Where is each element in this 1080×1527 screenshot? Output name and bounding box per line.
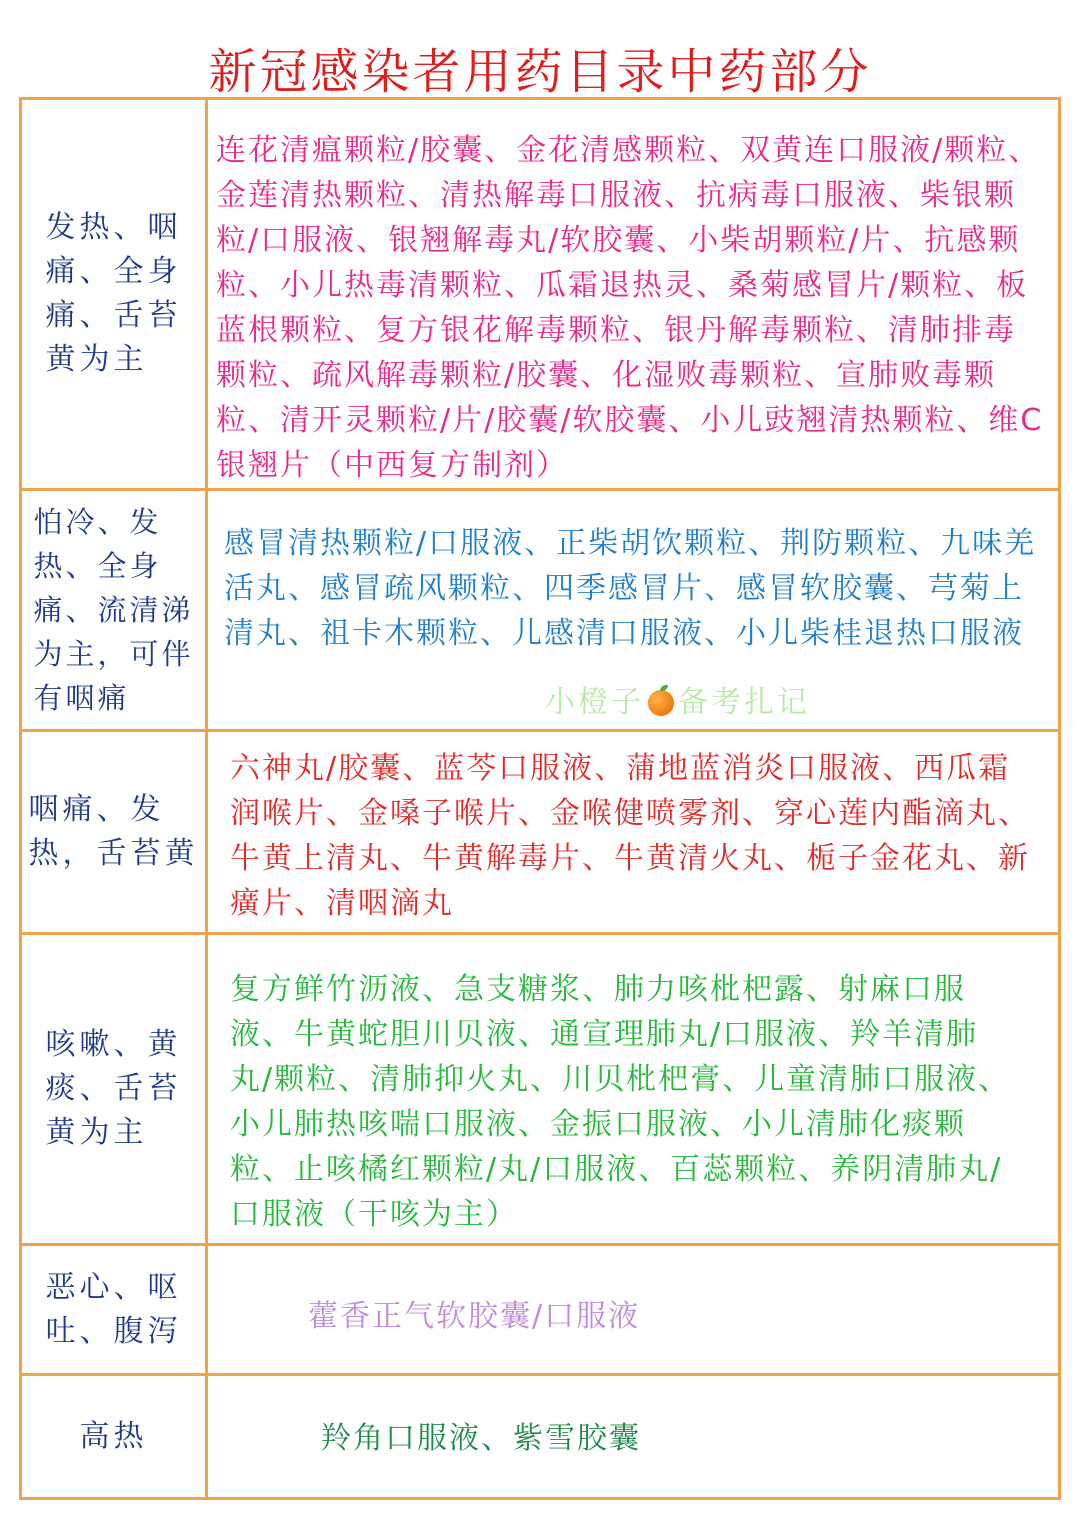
symptom-cell [22, 1246, 208, 1373]
medicine-list-text: 感冒清热颗粒/口服液、正柴胡饮颗粒、荆防颗粒、九味羌活丸、感冒疏风颗粒、四季感冒片、感冒软胶囊、芎菊上清丸、祖卡木颗粒、儿感清口服液、小儿柴桂退热口服液 [224, 526, 1037, 651]
watermark-text: 小橙子 [545, 685, 644, 720]
medicine-list-text: 连花清瘟颗粒/胶囊、金花清感颗粒、双黄连口服液/颗粒、金莲清热颗粒、清热解毒口服液、抗病毒口服液、柴银颗粒/口服液、银翘解毒丸/软胶囊、小柴胡颗粒/片、抗感颗粒、小儿热毒清颗粒、瓜霜退热灵、桑菊感冒片/颗粒、板蓝根颗粒、复方银花解毒颗粒、银丹解毒颗粒、清肺排毒颗粒、疏风解毒颗粒/胶囊、化湿败毒颗粒、宣肺败毒颗粒、清开灵颗粒/片/胶囊/软胶囊、小儿豉翘清热颗粒、维C银翘片（中西复方制剂） [216, 133, 1044, 483]
medicine-table [19, 97, 1061, 1500]
medicine-cell [208, 1246, 1058, 1373]
watermark [545, 683, 810, 723]
table-row [22, 1376, 1058, 1497]
symptom-text: 怕冷、发 热、全身 痛、流清涕 为主，可伴 有咽痛 [33, 505, 194, 715]
medicine-cell [208, 100, 1058, 488]
page-title: 新冠感染者用药目录中药部分 [208, 44, 872, 100]
medicine-cell [208, 935, 1058, 1243]
medicine-list-text: 羚角口服液、紫雪胶囊 [321, 1421, 641, 1456]
symptom-cell [22, 935, 208, 1243]
medicine-cell [208, 732, 1058, 932]
medicine-cell [208, 1376, 1058, 1497]
symptom-cell [22, 491, 208, 729]
table-row [22, 935, 1058, 1246]
symptom-text: 恶心、呕 吐、腹泻 [45, 1269, 182, 1349]
table-row [22, 1246, 1058, 1376]
symptom-cell [22, 1376, 208, 1497]
medicine-list-text: 复方鲜竹沥液、急支糖浆、肺力咳枇杷露、射麻口服液、牛黄蛇胆川贝液、通宣理肺丸/口服液、羚羊清肺丸/颗粒、清肺抑火丸、川贝枇杷膏、儿童清肺口服液、小儿肺热咳喘口服液、金振口服液、小儿清肺化痰颗粒、止咳橘红颗粒/丸/口服液、百蕊颗粒、养阴清肺丸/口服液（干咳为主） [230, 972, 1011, 1232]
table-row [22, 100, 1058, 491]
symptom-text: 高热 [79, 1418, 148, 1454]
symptom-text: 咳嗽、黄 痰、舌苔 黄为主 [45, 1027, 182, 1150]
medicine-list-text: 藿香正气软胶囊/口服液 [308, 1299, 641, 1334]
symptom-cell [22, 100, 208, 488]
table-row [22, 491, 1058, 732]
symptom-text: 发热、咽 痛、全身 痛、舌苔 黄为主 [45, 210, 182, 377]
symptom-cell [22, 732, 208, 932]
orange-icon [648, 690, 674, 716]
symptom-text: 咽痛、发 热，舌苔黄 [28, 792, 199, 871]
medicine-list-text: 六神丸/胶囊、蓝芩口服液、蒲地蓝消炎口服液、西瓜霜润喉片、金嗓子喉片、金喉健喷雾剂、穿心莲内酯滴丸、牛黄上清丸、牛黄解毒片、牛黄清火丸、栀子金花丸、新癀片、清咽滴丸 [230, 751, 1030, 921]
watermark-text: 备考扎记 [678, 685, 810, 720]
table-row [22, 732, 1058, 935]
